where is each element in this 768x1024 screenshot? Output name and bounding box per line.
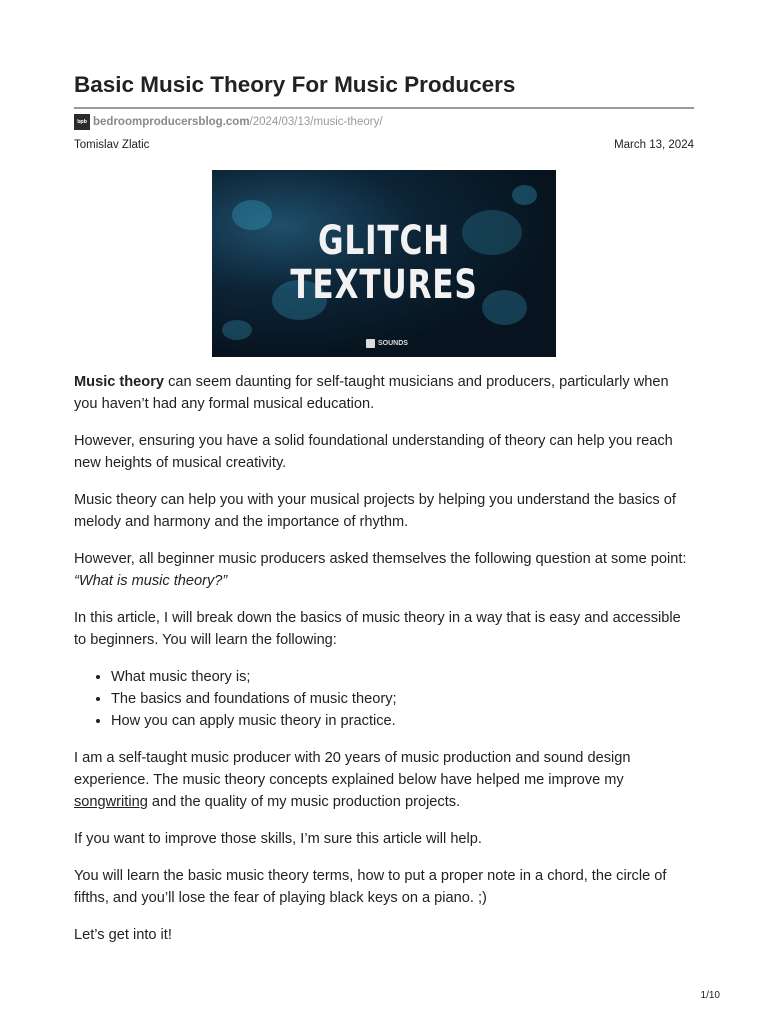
paragraph-8: You will learn the basic music theory terms, how to put a proper note in a chord, the circle of fifths, and you’ll lose the fear of playing black keys on a piano. ;) xyxy=(74,868,667,906)
paragraph-3: Music theory can help you with your musical projects by helping you understand the basics of melody and harmony and the importance of rhythm. xyxy=(74,492,676,530)
p1-text: can seem daunting for self-taught musicians and producers, particularly when you haven’t had any formal musical education. xyxy=(74,374,669,412)
source-domain[interactable]: bedroomproducersblog.com xyxy=(93,116,250,128)
publish-date: March 13, 2024 xyxy=(614,139,694,151)
paragraph-2: However, ensuring you have a solid foundational understanding of theory can help you reach new heights of musical creativity. xyxy=(74,433,673,471)
paragraph-1 xyxy=(74,371,696,415)
p4-quote: “What is music theory?” xyxy=(74,573,228,589)
article-body xyxy=(74,371,696,961)
p6-text-start: I am a self-taught music producer with 20 years of music production and sound design experience. The music theory concepts explained below have helped me improve my xyxy=(74,750,631,788)
page-title: Basic Music Theory For Music Producers xyxy=(74,72,516,97)
p4-text: However, all beginner music producers asked themselves the following question at some point: xyxy=(74,551,687,567)
paragraph-7: If you want to improve those skills, I’m sure this article will help. xyxy=(74,831,482,847)
author-name: Tomislav Zlatic xyxy=(74,139,150,151)
hero-brand-text: SOUNDS xyxy=(378,340,408,347)
p1-bold: Music theory xyxy=(74,374,165,390)
list-item: • What music theory is; xyxy=(111,666,696,688)
page-number: 1/10 xyxy=(700,990,720,1001)
title-divider xyxy=(74,107,694,109)
site-favicon-icon: bpb xyxy=(74,114,90,130)
hero-title-line2: TEXTURES xyxy=(290,262,478,308)
paragraph-6 xyxy=(74,747,696,813)
paragraph-5: In this article, I will break down the basics of music theory in a way that is easy and accessible to beginners. You will learn the following: xyxy=(74,610,681,648)
list-item: • The basics and foundations of music theory; xyxy=(111,688,696,710)
songwriting-link[interactable]: songwriting xyxy=(74,794,148,810)
source-url[interactable] xyxy=(74,114,383,130)
brand-mark-icon xyxy=(366,339,375,348)
p6-text-end: and the quality of my music production projects. xyxy=(147,794,461,810)
learning-list xyxy=(74,666,696,732)
list-item: • How you can apply music theory in practice. xyxy=(111,710,696,732)
hero-brand-logo xyxy=(366,339,408,348)
hero-title-line1: GLITCH xyxy=(317,218,451,264)
source-path[interactable]: /2024/03/13/music-theory/ xyxy=(249,116,383,128)
paragraph-9: Let’s get into it! xyxy=(74,927,172,943)
paragraph-4 xyxy=(74,548,696,592)
hero-image xyxy=(212,170,556,357)
